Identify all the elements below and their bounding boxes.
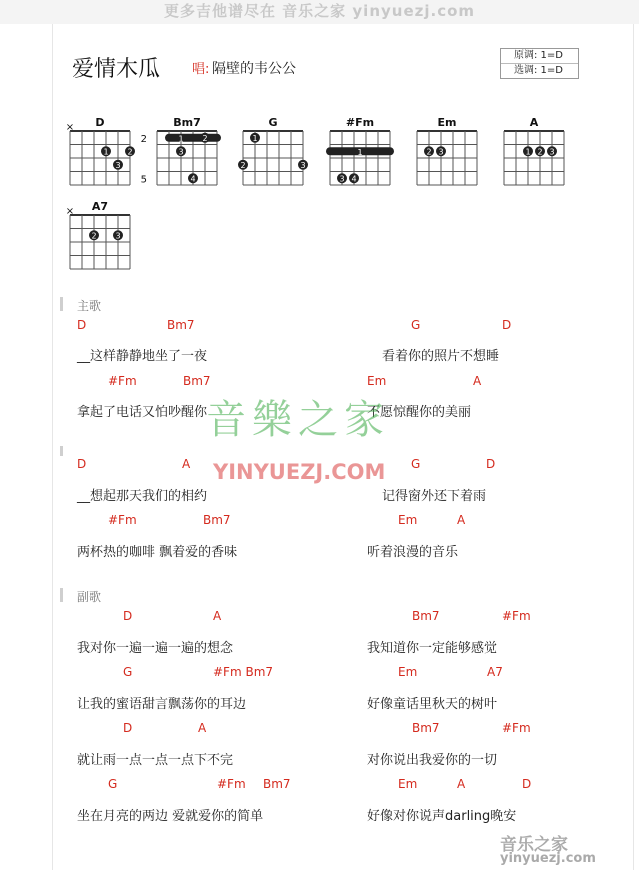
chord-label: Em [398, 665, 418, 679]
chord-label: Em [398, 777, 418, 791]
chord-label: A7 [487, 665, 503, 679]
chord-label: A [473, 374, 482, 388]
section-marker [60, 297, 63, 311]
lyric-line: 对你说出我爱你的一切 [367, 753, 498, 768]
chord-label: D [123, 721, 133, 735]
original-key: 原调: 1=D [514, 50, 563, 61]
lyric-line: 我知道你一定能够感觉 [367, 641, 498, 656]
watermark-cn: 音樂之家 [206, 397, 390, 443]
finger-number: 3 [178, 147, 184, 157]
finger-number: 2 [426, 147, 432, 157]
chord-diagram-em [417, 116, 477, 185]
chord-diagram-a [504, 116, 564, 185]
chord-label: A [457, 777, 466, 791]
finger-number: 1 [103, 147, 109, 157]
chord-label: Bm7 [167, 318, 195, 332]
lyric-line: 不愿惊醒你的美丽 [367, 405, 472, 420]
chord-label: G [108, 777, 118, 791]
chord-label: #Fm [502, 609, 531, 623]
lyric-line: 就让雨一点一点一点下不完 [77, 753, 234, 768]
chord-label: Bm7 [183, 374, 211, 388]
finger-number: 3 [549, 147, 555, 157]
logo-cn: 音乐之家 [500, 835, 568, 855]
finger-number: 2 [202, 133, 208, 143]
chord-label: A [198, 721, 207, 735]
chord-name: #Fm [345, 116, 375, 129]
finger-number: 3 [300, 160, 306, 170]
chord-diagram-g [238, 116, 308, 185]
finger-number: 3 [115, 160, 121, 170]
singer-name: 隔壁的韦公公 [212, 61, 296, 77]
lyric-line: 坐在月亮的两边 爱就爱你的简单 [77, 809, 264, 824]
lyric-line: __想起那天我们的相约 [77, 489, 208, 504]
finger-number: 3 [339, 174, 345, 184]
finger-number: 1 [252, 133, 258, 143]
chord-name: A7 [91, 200, 109, 213]
singer-label: 唱: [192, 62, 210, 77]
chord-label: Bm7 [203, 513, 231, 527]
chord-label: D [123, 609, 133, 623]
lyric-line: 让我的蜜语甜言飘荡你的耳边 [77, 697, 247, 712]
finger-number: 3 [438, 147, 444, 157]
fret-number: 2 [140, 133, 147, 145]
site-banner: 更多吉他谱尽在 音乐之家 yinyuezj.com [0, 0, 639, 24]
lyric-line: 拿起了电话又怕吵醒你 [77, 405, 208, 420]
finger-number: 4 [351, 174, 357, 184]
lyric-line: 好像童话里秋天的树叶 [367, 697, 498, 712]
muted-string-mark: × [65, 206, 75, 217]
finger-number: 3 [115, 231, 121, 241]
lyric-line: 看着你的照片不想睡 [382, 349, 500, 364]
finger-number: 2 [127, 147, 133, 157]
chord-diagram-canvas [0, 0, 639, 280]
lyric-line: __这样静静地坐了一夜 [77, 349, 208, 364]
muted-string-mark: × [65, 122, 75, 133]
finger-number: 2 [537, 147, 543, 157]
chord-label: Bm7 [263, 777, 291, 791]
section-label-chorus: 副歌 [77, 590, 102, 604]
lyric-line: 好像对你说声darling晚安 [367, 809, 517, 824]
song-title: 爱情木瓜 [72, 57, 161, 82]
chord-label: #Fm [108, 513, 137, 527]
chord-label: Em [398, 513, 418, 527]
chord-label: D [77, 457, 87, 471]
chord-label: D [502, 318, 512, 332]
lyric-line: 两杯热的咖啡 飘着爱的香味 [77, 545, 238, 560]
finger-number: 2 [240, 160, 246, 170]
logo-en: yinyuezj.com [500, 851, 596, 866]
chord-label: D [522, 777, 532, 791]
lyric-line: 记得窗外还下着雨 [382, 489, 487, 504]
section-marker [60, 446, 63, 456]
barre-finger: 1 [178, 134, 184, 144]
chord-label: #Fm [108, 374, 137, 388]
finger-number: 2 [91, 231, 97, 241]
chord-label: G [411, 457, 421, 471]
chord-label: Em [367, 374, 387, 388]
lyric-line: 听着浪漫的音乐 [367, 545, 459, 560]
finger-number: 4 [190, 174, 196, 184]
chord-name: Bm7 [173, 116, 201, 129]
play-key: 选调: 1=D [501, 63, 578, 78]
chord-label: G [123, 665, 133, 679]
chord-name: Em [437, 116, 457, 129]
lyric-line: 我对你一遍一遍一遍的想念 [77, 641, 234, 656]
chord-label: A [213, 609, 222, 623]
chord-name: D [95, 116, 105, 129]
chord-label: D [77, 318, 87, 332]
chord-label: G [411, 318, 421, 332]
chord-diagram-bm7 [141, 116, 217, 185]
barre-finger: 1 [357, 147, 363, 157]
fret-number: 5 [140, 174, 147, 186]
chord-label: #Fm Bm7 [213, 665, 274, 679]
chord-diagram-sharp-fm [330, 116, 390, 185]
chord-diagram-d [66, 116, 135, 185]
chord-label: A [457, 513, 466, 527]
section-marker [60, 588, 63, 602]
chord-label: #Fm [217, 777, 246, 791]
chord-label: Bm7 [412, 721, 440, 735]
chord-label: A [182, 457, 191, 471]
chord-label: #Fm [502, 721, 531, 735]
section-label-verse: 主歌 [77, 299, 102, 313]
chord-label: Bm7 [412, 609, 440, 623]
chord-name: G [268, 116, 278, 129]
watermark-en: YINYUEZJ.COM [213, 460, 386, 484]
chord-label: D [486, 457, 496, 471]
finger-number: 1 [525, 147, 531, 157]
chord-diagram-a7 [66, 200, 130, 269]
chord-name: A [529, 116, 539, 129]
